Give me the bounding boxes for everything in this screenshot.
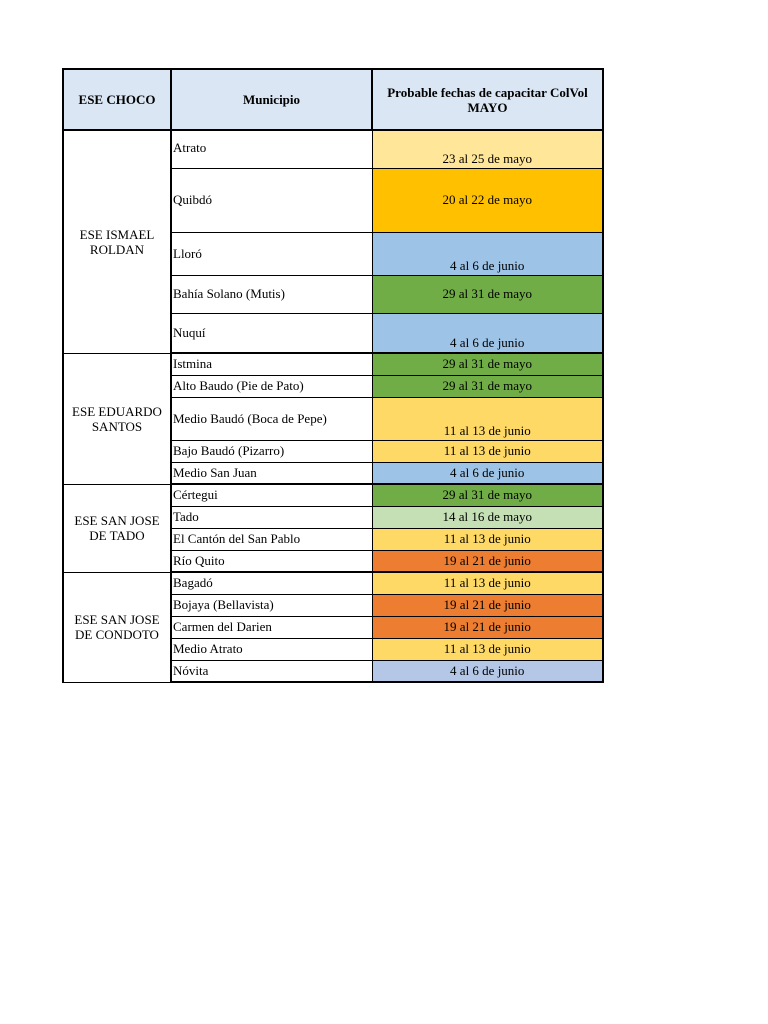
table-body (63, 130, 603, 682)
ese-name-line: ESE SAN JOSE (74, 612, 160, 627)
fecha-cell: 4 al 6 de junio (372, 660, 603, 682)
header-fechas (372, 69, 603, 130)
municipio-cell: Nuquí (171, 313, 372, 353)
fecha-cell: 23 al 25 de mayo (372, 130, 603, 168)
fecha-cell: 19 al 21 de junio (372, 594, 603, 616)
municipio-cell: Bojaya (Bellavista) (171, 594, 372, 616)
fecha-cell: 4 al 6 de junio (372, 462, 603, 484)
ese-cell (63, 484, 171, 572)
municipio-cell: Medio Baudó (Boca de Pepe) (171, 397, 372, 440)
header-row (63, 69, 603, 130)
municipio-cell: Alto Baudo (Pie de Pato) (171, 375, 372, 397)
fecha-cell: 29 al 31 de mayo (372, 353, 603, 375)
fecha-cell: 29 al 31 de mayo (372, 375, 603, 397)
municipio-cell: Medio Atrato (171, 638, 372, 660)
fecha-cell: 11 al 13 de junio (372, 528, 603, 550)
ese-name-line: ESE EDUARDO (72, 403, 162, 419)
fecha-cell: 29 al 31 de mayo (372, 484, 603, 506)
municipio-cell: Cértegui (171, 484, 372, 506)
ese-name-line: DE CONDOTO (75, 627, 159, 642)
fecha-cell: 11 al 13 de junio (372, 397, 603, 440)
ese-name-line: SANTOS (91, 418, 143, 434)
fecha-cell: 19 al 21 de junio (372, 550, 603, 572)
municipio-cell: Carmen del Darien (171, 616, 372, 638)
municipio-cell: Atrato (171, 130, 372, 168)
table-row (63, 130, 603, 168)
ese-name-line: DE TADO (89, 528, 145, 543)
fecha-cell: 11 al 13 de junio (372, 638, 603, 660)
ese-cell (63, 130, 171, 353)
municipio-cell: Tado (171, 506, 372, 528)
municipio-cell: Quibdó (171, 168, 372, 232)
ese-cell (63, 572, 171, 682)
header-municipio: Municipio (171, 69, 372, 130)
fecha-cell: 20 al 22 de mayo (372, 168, 603, 232)
fecha-cell: 29 al 31 de mayo (372, 275, 603, 313)
municipio-cell: Bagadó (171, 572, 372, 594)
table-row (63, 572, 603, 594)
ese-name-line: ESE SAN JOSE (74, 513, 160, 528)
ese-name-line: ROLDAN (89, 241, 145, 257)
municipio-cell: Río Quito (171, 550, 372, 572)
fecha-cell: 14 al 16 de mayo (372, 506, 603, 528)
municipio-cell: Nóvita (171, 660, 372, 682)
municipio-cell: El Cantón del San Pablo (171, 528, 372, 550)
header-fechas-line1: Probable fechas de capacitar ColVol (387, 84, 588, 100)
municipio-cell: Medio San Juan (171, 462, 372, 484)
fecha-cell: 19 al 21 de junio (372, 616, 603, 638)
municipio-cell: Bajo Baudó (Pizarro) (171, 440, 372, 462)
ese-name-line: ESE ISMAEL (79, 226, 155, 242)
header-ese: ESE CHOCO (63, 69, 171, 130)
schedule-table (62, 68, 604, 683)
municipio-cell: Lloró (171, 232, 372, 275)
fecha-cell: 11 al 13 de junio (372, 440, 603, 462)
municipio-cell: Istmina (171, 353, 372, 375)
table-row (63, 353, 603, 375)
header-fechas-line2: MAYO (467, 99, 508, 115)
fecha-cell: 4 al 6 de junio (372, 232, 603, 275)
table-row (63, 484, 603, 506)
ese-cell (63, 353, 171, 484)
fecha-cell: 11 al 13 de junio (372, 572, 603, 594)
municipio-cell: Bahía Solano (Mutis) (171, 275, 372, 313)
fecha-cell: 4 al 6 de junio (372, 313, 603, 353)
